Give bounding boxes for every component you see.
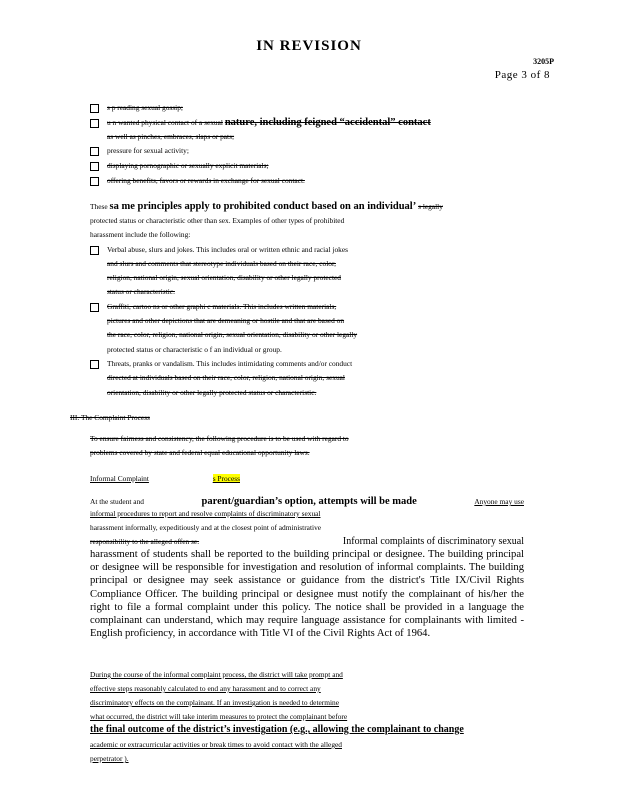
- checkbox-icon: [90, 162, 99, 171]
- list-item: as well as pinches, embraces, slaps or pats;: [107, 132, 235, 141]
- paragraph-line: what occurred, the district will take interim measures to protect the complainant before: [90, 712, 348, 721]
- list-item: pressure for sexual activity;: [90, 146, 524, 156]
- list-item: and slurs and comments that stereotype individuals based on their race, color,: [107, 259, 336, 268]
- paragraph-line: During the course of the informal complaint process, the district will take prompt and: [90, 670, 343, 679]
- paragraph-line: informal procedures to report and resolve complaints of discriminatory sexual: [90, 509, 321, 518]
- list-item: Threats, pranks or vandalism. This includes intimidating comments and/or conduct: [90, 359, 524, 369]
- paragraph-line: protected status or characteristic other than sex. Examples of other types of prohibited: [90, 216, 345, 225]
- list-item: status or characteristic.: [107, 287, 175, 296]
- list-item: religion, national origin, sexual orientation, disability or other legally protected: [107, 273, 341, 282]
- paragraph-line: harassment informally, expeditiously and at the closest point of administrative: [90, 523, 322, 532]
- paragraph-line: problems covered by state and federal equal educational opportunity laws.: [90, 448, 310, 457]
- section-heading: III. The Complaint Process: [70, 413, 150, 422]
- list-item: the race, color, religion, national origin, sexual orientation, disability or other legally: [107, 330, 358, 339]
- policy-code: 3205P: [533, 57, 554, 66]
- checkbox-icon: [90, 360, 99, 369]
- list-item: Graffiti, cartoo ns or other graphi c materials. This includes written materials,: [90, 302, 524, 312]
- list-item: Verbal abuse, slurs and jokes. This includes oral or written ethnic and racial jokes: [90, 245, 524, 255]
- checkbox-icon: [90, 104, 99, 113]
- list-item: offering benefits, favors or rewards in exchange for sexual contact.: [90, 176, 524, 186]
- paragraph-line: the final outcome of the district’s investigation (e.g., allowing the complainant to change: [90, 724, 464, 735]
- paragraph-line: At the student and parent/guardian’s option, attempts will be made Anyone may use: [90, 496, 524, 507]
- checkbox-icon: [90, 246, 99, 255]
- checkbox-icon: [90, 119, 99, 128]
- paragraph-line: responsibility to the alleged offen se. Informal complaints of discriminatory sexual: [90, 536, 524, 547]
- list-item: displaying pornographic or sexually explicit materials;: [90, 161, 524, 171]
- paragraph-line: perpetrator ).: [90, 754, 129, 763]
- list-item: u n wanted physical contact of a sexual nature, including feigned “accidental” contact: [90, 117, 524, 128]
- paragraph-line: These sa me principles apply to prohibited conduct based on an individual’ s legally: [90, 201, 443, 212]
- page-title: IN REVISION: [256, 38, 362, 54]
- list-item: protected status or characteristic o f an individual or group.: [107, 345, 282, 354]
- paragraph-line: academic or extracurricular activities or break times to avoid contact with the alleged: [90, 740, 342, 749]
- paragraph-line: effective steps reasonably calculated to end any harassment and to correct any: [90, 684, 321, 693]
- checkbox-icon: [90, 147, 99, 156]
- paragraph-line: discriminatory effects on the complainant. If an investigation is needed to determine: [90, 698, 340, 707]
- paragraph-line: harassment include the following:: [90, 230, 191, 239]
- paragraph-line: To ensure fairness and consistency, the following procedure is to be used with regard to: [90, 434, 349, 443]
- list-item: directed at individuals based on their race, color, religion, national origin, sexual: [107, 373, 345, 382]
- subsection-heading: Informal Complaint s Process: [90, 474, 240, 483]
- checkbox-icon: [90, 303, 99, 312]
- list-item: orientation, disability or other legally protected status or characteristic.: [107, 388, 317, 397]
- page-number: Page 3 of 8: [494, 69, 550, 81]
- list-item: pictures and other depictions that are demeaning or hostile and that are based on: [107, 316, 345, 325]
- informal-complaint-body: harassment of students shall be reported to the building principal or designee. The building principal or designee will be responsible for investigation and resolution of informal complaints. The building principal or designee may seek assistance or guidance from the district's Title IX/Civil Rights Compliance Officer. The building principal or designee must notify the complainant of his/her the right to file a formal complaint under this policy. The notice shall be provided in a language the complainant can understand, which may require language assistance for complainants with limited -English proficiency, in accordance with Title VI of the Civil Rights Act of 1964.: [90, 549, 524, 640]
- checkbox-icon: [90, 177, 99, 186]
- list-item: s p reading sexual gossip;: [90, 103, 524, 113]
